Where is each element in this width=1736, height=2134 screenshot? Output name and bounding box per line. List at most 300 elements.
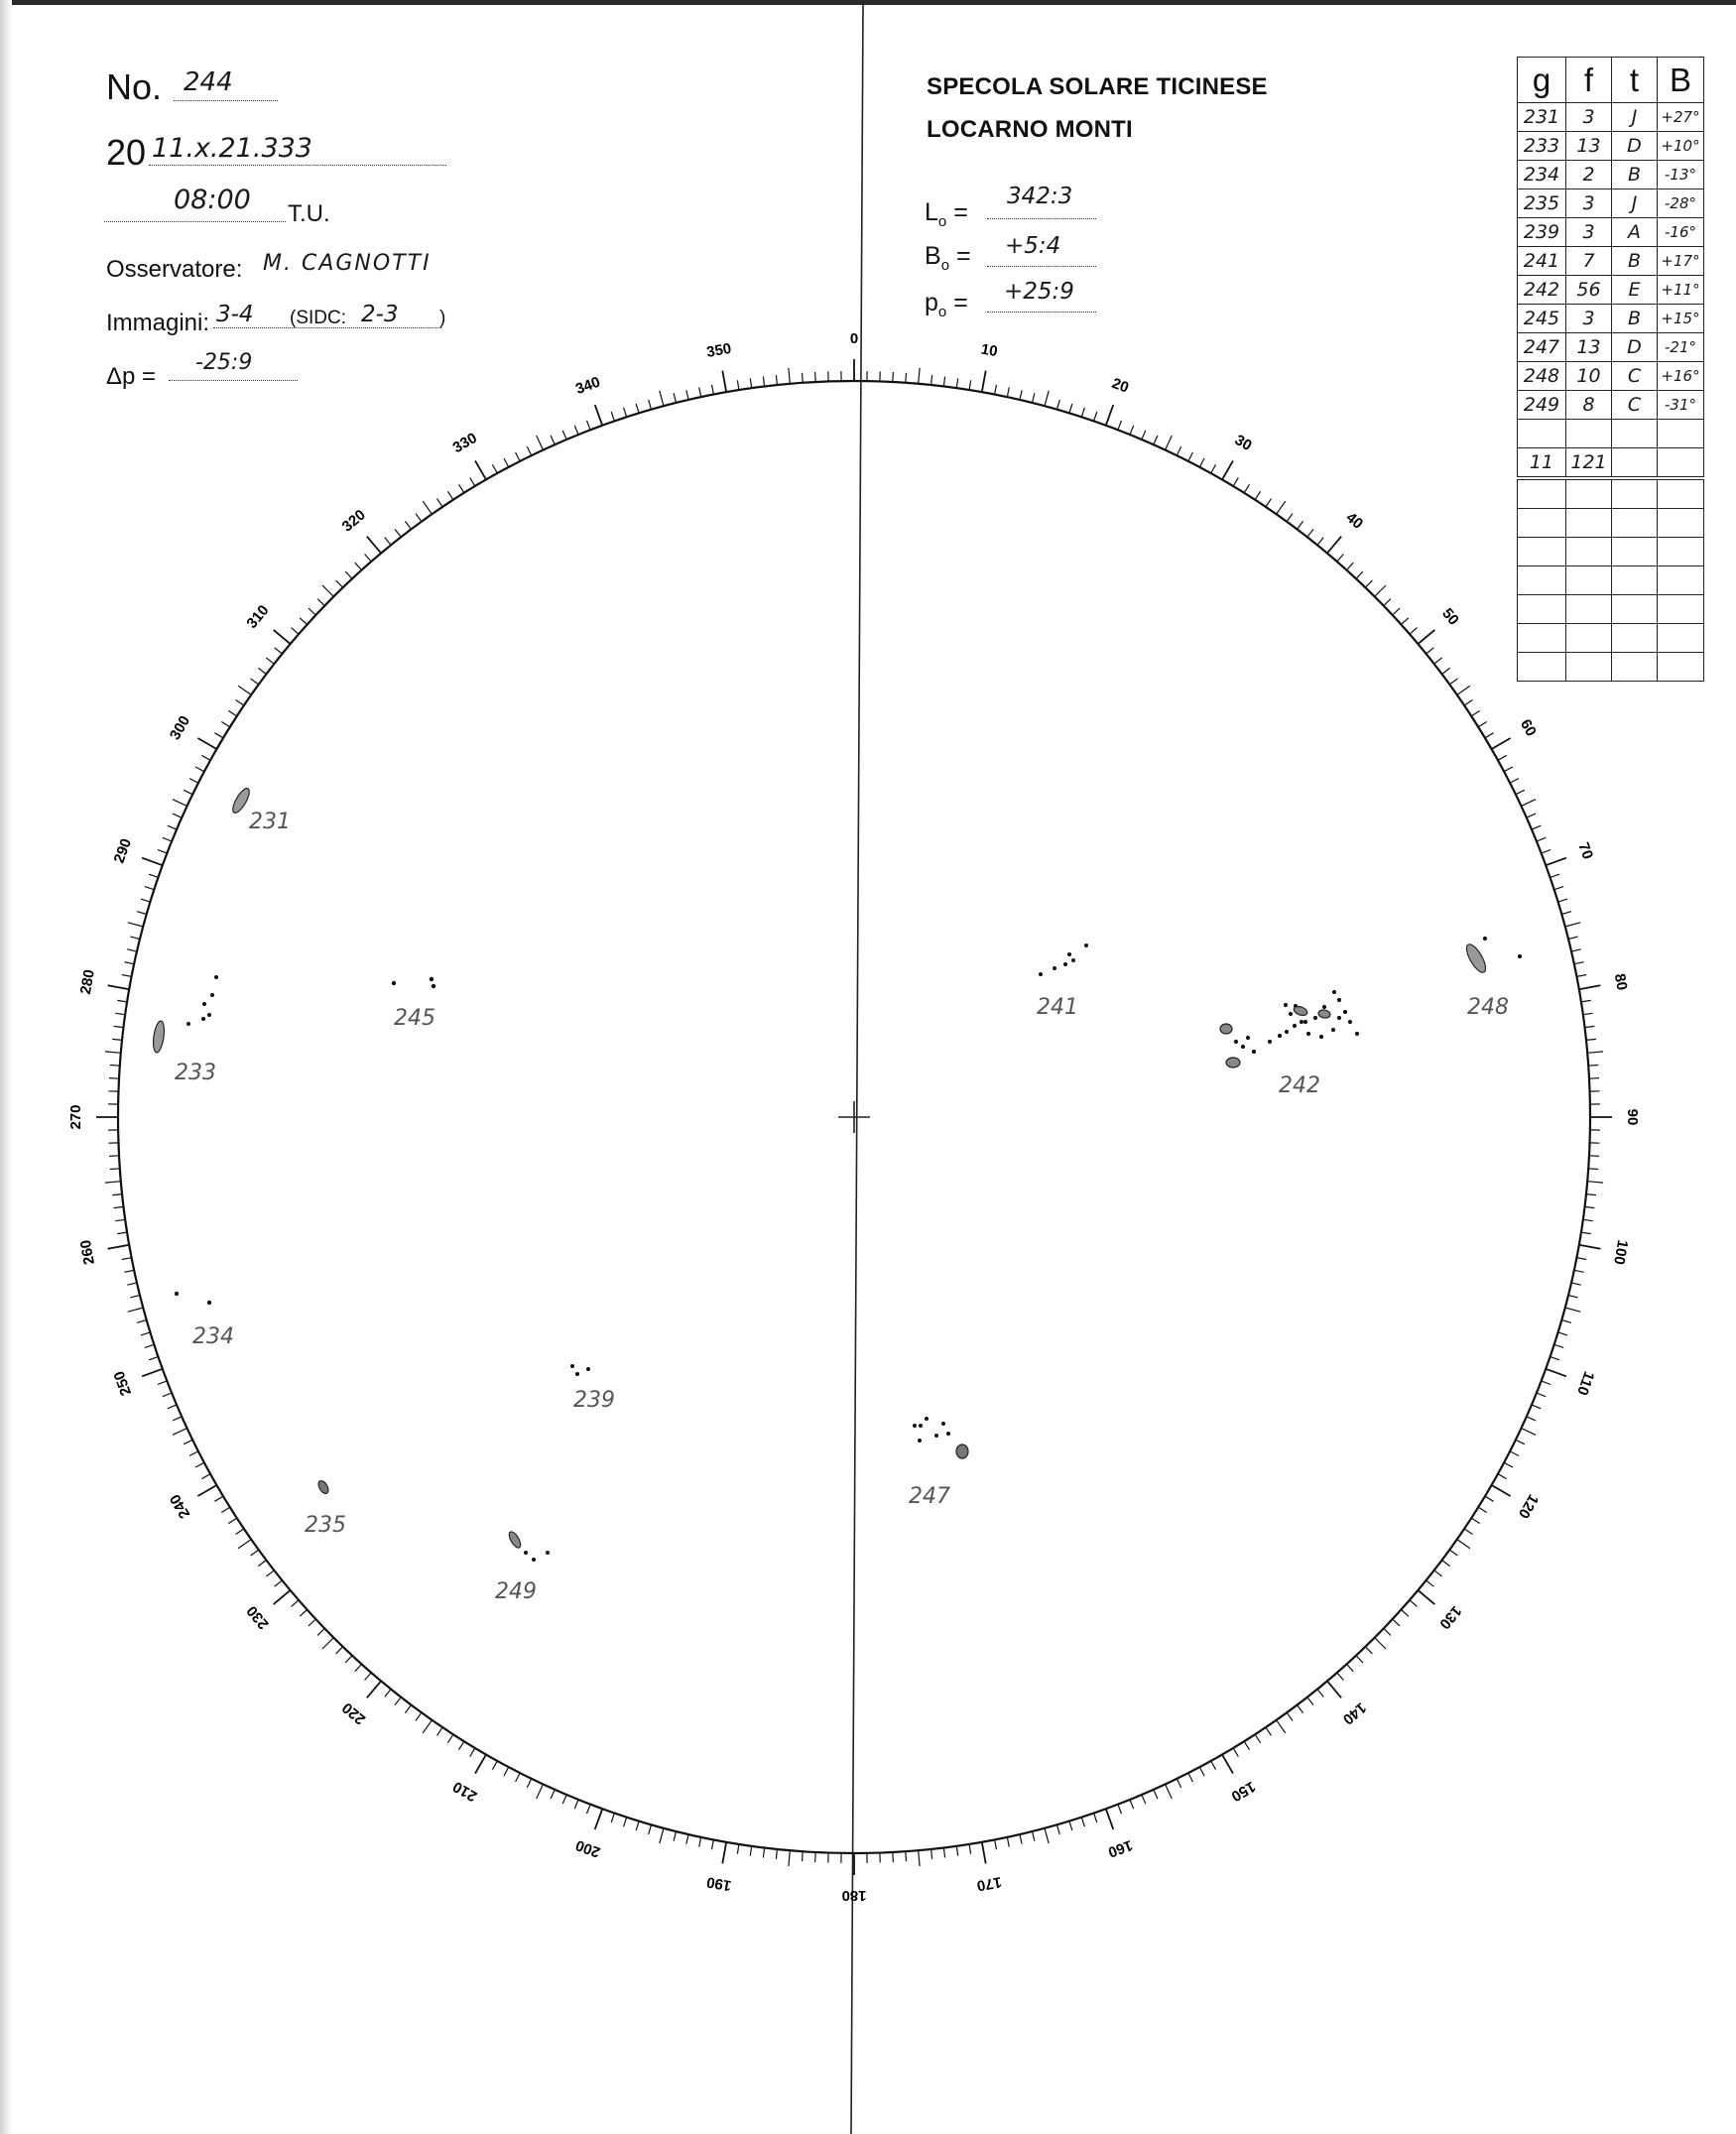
scale-tick (214, 733, 223, 738)
scale-label: 190 (705, 1873, 733, 1895)
cell-group: 245 (1518, 305, 1566, 333)
scale-tick (1327, 537, 1341, 554)
scale-tick (1542, 850, 1550, 854)
scale-label: 110 (1573, 1369, 1598, 1398)
group-label: 239 (573, 1388, 615, 1413)
scale-tick (158, 1381, 167, 1385)
scale-tick (636, 404, 639, 414)
cell-latitude: -13° (1658, 161, 1704, 189)
scale-tick (195, 1462, 204, 1467)
cell-latitude: -16° (1658, 218, 1704, 247)
total-spots: 121 (1566, 448, 1612, 479)
scale-tick (1384, 599, 1391, 606)
scale-tick (1287, 514, 1293, 522)
scale-tick (1045, 391, 1049, 407)
scale-tick (1199, 1767, 1204, 1776)
scale-tick (1583, 1013, 1593, 1014)
sunspot-dot (1306, 1032, 1310, 1036)
scale-tick (1142, 431, 1146, 439)
sunspot-dot (207, 1301, 211, 1305)
cell-type: C (1612, 391, 1658, 420)
scale-tick (1307, 1697, 1313, 1705)
scale-tick (163, 837, 172, 841)
scale-tick (1188, 452, 1193, 461)
cell-spots: 8 (1566, 391, 1612, 420)
sunspot-dot (925, 1417, 929, 1421)
scale-tick (995, 385, 997, 395)
sunspot-drawings (152, 786, 1522, 1562)
scale-tick (1317, 1690, 1323, 1697)
sunspot-dot (1278, 1034, 1282, 1038)
scale-tick (893, 1852, 894, 1862)
scale-tick (699, 387, 701, 397)
sunspot-dot (1268, 1040, 1272, 1044)
scale-tick (137, 1320, 147, 1323)
param-l0-value: 342:3 (1007, 184, 1073, 209)
scale-tick (336, 580, 343, 587)
cell-latitude: -21° (1658, 333, 1704, 362)
scale-label: 330 (449, 429, 480, 457)
scale-tick (1532, 1405, 1541, 1409)
sunspot-dot (210, 993, 214, 997)
scale-tick (1317, 538, 1323, 546)
scale-tick (168, 1405, 177, 1409)
scale-label: 130 (1435, 1602, 1465, 1633)
scale-label: 0 (849, 329, 859, 347)
scale-tick (1522, 1429, 1537, 1436)
scale-tick (982, 1842, 986, 1864)
scale-tick (1375, 1638, 1386, 1649)
scale-tick (423, 501, 432, 514)
sunspot-dot (1303, 1020, 1307, 1024)
scale-tick (142, 858, 163, 866)
scale-tick (112, 1039, 122, 1040)
cell-spots: 10 (1566, 362, 1612, 391)
scale-tick (1118, 421, 1122, 430)
scale-tick (236, 1529, 244, 1535)
scale-tick (574, 1800, 578, 1809)
scale-tick (1516, 1440, 1525, 1444)
sunspot-dot (1332, 990, 1336, 994)
param-l0-label: $L_o$ = (925, 198, 968, 230)
scale-tick (117, 1232, 127, 1234)
scale-tick (367, 1681, 381, 1697)
scale-label: 300 (166, 712, 194, 743)
scale-tick (416, 1712, 422, 1720)
observer-label: Osservatore: (106, 256, 243, 283)
sunspot-dot (1039, 972, 1043, 976)
scale-tick (1574, 962, 1584, 964)
scale-label: 160 (1105, 1835, 1135, 1861)
scale-tick (1418, 1590, 1434, 1604)
cell-spots: 7 (1566, 247, 1612, 276)
sunspot-dot (1246, 1036, 1250, 1040)
scale-tick (258, 668, 266, 674)
scale-tick (537, 436, 544, 450)
scale-tick (105, 1052, 121, 1053)
scale-tick (1576, 975, 1586, 977)
scale-tick (1307, 529, 1313, 537)
scale-tick (587, 1805, 591, 1814)
sunspot-dot (913, 1424, 917, 1428)
scale-tick (130, 937, 140, 939)
sunspot-dot (1234, 1040, 1238, 1044)
scale-tick (292, 628, 300, 635)
scale-tick (1401, 1610, 1408, 1617)
sunspot-dot (1241, 1045, 1245, 1049)
sunspot-dot (1293, 1024, 1297, 1028)
scale-tick (1418, 630, 1434, 644)
scale-tick (158, 850, 167, 854)
sunspot-dot (1289, 1012, 1293, 1016)
scale-tick (1504, 1462, 1513, 1467)
scale-tick (1287, 1712, 1293, 1720)
sidc-close: ) (439, 308, 446, 328)
cell-latitude: -31° (1658, 391, 1704, 420)
scale-tick (447, 491, 453, 499)
scale-label: 70 (1574, 839, 1597, 862)
group-242-leading (1220, 1024, 1232, 1034)
scale-tick (470, 477, 475, 486)
scale-tick (1442, 1561, 1450, 1567)
cell-spots: 3 (1566, 305, 1612, 333)
sunspot-dot (186, 1022, 190, 1026)
scale-tick (931, 1849, 932, 1859)
scale-tick (1277, 1720, 1286, 1733)
scale-tick (1266, 499, 1272, 507)
scale-tick (636, 1821, 639, 1831)
param-p0-label: $p_o$ = (925, 289, 968, 320)
cell-latitude: +10° (1658, 132, 1704, 161)
scale-label: 200 (573, 1835, 603, 1861)
scale-tick (1118, 1805, 1122, 1814)
scale-tick (1504, 767, 1513, 772)
observer-value: M. CAGNOTTI (263, 251, 432, 276)
scale-tick (184, 1440, 192, 1444)
date-value: 11.x.21.333 (152, 133, 312, 164)
time-unit: T.U. (288, 200, 330, 227)
scale-tick (956, 378, 957, 388)
scale-tick (189, 779, 198, 784)
sunspot-dot (207, 1013, 211, 1017)
cell-group: 248 (1518, 362, 1566, 391)
scale-tick (587, 421, 591, 430)
scale-label: 50 (1438, 604, 1462, 629)
scale-tick (1033, 1831, 1035, 1841)
scale-tick (1510, 779, 1519, 784)
cell-latitude: +17° (1658, 247, 1704, 276)
sunspot-dot (1284, 1003, 1288, 1007)
sunspot-group-labels (175, 810, 1509, 1604)
scale-tick (1266, 1727, 1272, 1735)
scale-tick (1442, 668, 1450, 674)
cell-latitude: +16° (1658, 362, 1704, 391)
scale-tick (1485, 1496, 1494, 1501)
scale-tick (1384, 1628, 1391, 1635)
scale-label: 350 (705, 339, 733, 361)
scale-tick (251, 679, 259, 685)
scale-tick (447, 1734, 453, 1742)
scale-tick (109, 1078, 119, 1079)
scale-tick (1449, 1550, 1457, 1556)
observatory-name: SPECOLA SOLARE TICINESE (927, 73, 1268, 100)
cell-spots: 3 (1566, 218, 1612, 247)
sunspot-dot (546, 1551, 550, 1555)
scale-tick (574, 426, 578, 435)
scale-tick (274, 630, 291, 644)
scale-tick (317, 599, 324, 606)
scale-tick (1588, 1066, 1598, 1067)
scale-tick (336, 1647, 343, 1654)
scale-tick (1464, 1529, 1472, 1535)
sunspot-dot (1343, 1010, 1347, 1014)
scale-tick (1069, 404, 1072, 414)
scale-tick (1375, 585, 1386, 596)
scale-tick (145, 887, 155, 890)
scale-tick (1365, 580, 1372, 587)
scale-label: 90 (1624, 1108, 1642, 1126)
sunspot-dot (1483, 937, 1487, 941)
scale-tick (776, 1849, 777, 1859)
scale-tick (595, 405, 603, 426)
scale-tick (906, 1851, 907, 1861)
scale-tick (750, 378, 751, 388)
scale-tick (551, 1790, 555, 1799)
scale-tick (906, 373, 907, 383)
scale-tick (163, 1393, 172, 1397)
date-prefix: 20 (106, 132, 147, 173)
time-value: 08:00 (174, 185, 251, 215)
sunspot-dot (524, 1551, 528, 1555)
scale-tick (221, 722, 229, 727)
scale-tick (1020, 1834, 1022, 1844)
group-233-spot (152, 1020, 166, 1053)
sunspot-dot (586, 1367, 590, 1371)
scale-tick (1007, 1837, 1009, 1847)
scale-tick (1177, 446, 1180, 455)
number-value: 244 (184, 67, 233, 97)
scale-tick (345, 571, 352, 578)
cell-latitude: +27° (1658, 103, 1704, 132)
scale-label: 100 (1610, 1238, 1632, 1266)
scale-tick (114, 1026, 124, 1027)
scale-tick (674, 1831, 676, 1841)
scale-tick (437, 1727, 443, 1735)
group-235-spot (316, 1479, 330, 1495)
images-value: 3-4 (216, 302, 254, 327)
scale-label: 40 (1342, 509, 1367, 533)
cell-type: B (1612, 305, 1658, 333)
scale-tick (1020, 390, 1022, 400)
scale-tick (1498, 1474, 1507, 1479)
scale-tick (1478, 1507, 1486, 1512)
scale-tick (1222, 460, 1233, 479)
disk-axes (838, 5, 870, 2134)
scale-tick (266, 1570, 274, 1576)
sunspot-dot (1313, 1016, 1317, 1020)
scale-tick (1527, 1417, 1536, 1421)
sunspot-dot (1348, 1020, 1352, 1024)
scale-tick (1565, 923, 1581, 927)
scale-tick (385, 1690, 391, 1697)
scale-tick (1337, 555, 1344, 563)
sunspot-dot (532, 1558, 536, 1562)
scale-tick (365, 1673, 372, 1681)
scale-tick (395, 529, 401, 537)
scale-tick (1568, 1296, 1578, 1298)
scale-tick (504, 1767, 509, 1776)
cell-type: E (1612, 276, 1658, 305)
scale-tick (127, 949, 137, 951)
scale-tick (355, 1664, 362, 1671)
sunspot-dot (934, 1434, 938, 1438)
scale-label: 340 (573, 373, 603, 399)
scale-tick (815, 372, 816, 382)
scale-tick (149, 874, 158, 877)
scale-tick (108, 985, 130, 989)
scale-label: 270 (66, 1104, 84, 1130)
scale-tick (1057, 400, 1060, 410)
scale-tick (1188, 1773, 1193, 1782)
scale-tick (649, 1824, 652, 1834)
scale-label: 30 (1231, 432, 1255, 455)
cell-group: 249 (1518, 391, 1566, 420)
sunspot-dot (1322, 1005, 1326, 1009)
scale-tick (1537, 837, 1546, 841)
sunspot-dot (575, 1372, 579, 1376)
scale-tick (750, 1846, 751, 1856)
scale-tick (1130, 1800, 1134, 1809)
sunspot-dot (1337, 998, 1341, 1002)
scale-tick (1211, 1761, 1216, 1770)
scale-tick (365, 555, 372, 563)
scale-tick (1177, 1779, 1180, 1788)
scale-tick (1211, 464, 1216, 473)
cell-group: 239 (1518, 218, 1566, 247)
scale-tick (1485, 733, 1494, 738)
scale-tick (110, 1066, 120, 1067)
scale-tick (149, 1357, 158, 1360)
scale-tick (1498, 755, 1507, 760)
scale-tick (1510, 1451, 1519, 1456)
sunspot-dot (1053, 966, 1056, 970)
sunspot-dot (202, 1002, 206, 1006)
scale-tick (1585, 1026, 1595, 1027)
sunspot-dot (392, 981, 396, 985)
scale-tick (385, 538, 391, 546)
cell-group: 235 (1518, 189, 1566, 218)
scale-tick (122, 975, 132, 977)
group-248-spot (1463, 941, 1489, 975)
sunspot-dot (946, 1432, 950, 1436)
scale-tick (595, 1809, 603, 1829)
scale-tick (105, 1182, 121, 1183)
group-label: 234 (192, 1324, 234, 1349)
scale-tick (1561, 912, 1571, 915)
scale-tick (686, 1834, 688, 1844)
scale-tick (686, 390, 688, 400)
scale-tick (551, 436, 555, 444)
cell-type: D (1612, 333, 1658, 362)
scale-tick (1589, 1078, 1599, 1079)
scale-tick (1527, 814, 1536, 817)
scale-tick (1550, 1357, 1559, 1360)
cell-type: B (1612, 161, 1658, 189)
scale-tick (943, 377, 944, 387)
scale-tick (537, 1785, 544, 1800)
sunspot-dot (1331, 1028, 1335, 1032)
scale-tick (322, 1638, 333, 1649)
sunspot-dot (1518, 954, 1522, 958)
scale-tick (1554, 887, 1564, 890)
scale-tick (492, 464, 497, 473)
scale-tick (763, 377, 764, 387)
cell-spots: 3 (1566, 103, 1612, 132)
cell-group: 241 (1518, 247, 1566, 276)
scale-label: 80 (1610, 972, 1631, 992)
cell-type: J (1612, 103, 1658, 132)
cell-type: J (1612, 189, 1658, 218)
scale-tick (1434, 1570, 1442, 1576)
scale-tick (416, 514, 422, 522)
scale-tick (114, 1206, 124, 1207)
group-249-spot (507, 1530, 523, 1550)
sunspot-dot (1252, 1050, 1256, 1054)
scale-tick (1154, 436, 1158, 444)
scale-tick (1588, 1169, 1598, 1170)
scale-tick (137, 912, 147, 915)
scale-tick (1255, 1734, 1261, 1742)
scale-label: 170 (975, 1873, 1003, 1895)
central-meridian-line (851, 5, 863, 2134)
group-label: 233 (175, 1061, 216, 1085)
scale-tick (624, 408, 627, 418)
scale-tick (274, 1590, 291, 1604)
scale-label: 280 (76, 968, 98, 996)
scale-tick (108, 1245, 130, 1249)
scale-tick (459, 484, 464, 492)
sunspot-dot (1285, 1030, 1289, 1034)
scale-tick (1410, 628, 1418, 635)
scale-tick (266, 658, 274, 664)
scale-tick (611, 412, 614, 421)
sunspot-dot (1063, 962, 1067, 966)
group-247-spot (956, 1444, 968, 1458)
scale-tick (1033, 393, 1035, 403)
cell-spots: 3 (1566, 189, 1612, 218)
scale-tick (275, 1580, 283, 1586)
cell-type: C (1612, 362, 1658, 391)
scale-tick (492, 1761, 497, 1770)
header-t: t (1612, 58, 1658, 103)
scale-tick (345, 1656, 352, 1663)
scale-tick (300, 1610, 307, 1617)
scale-tick (919, 368, 920, 384)
scale-tick (130, 1296, 140, 1298)
scale-tick (1401, 618, 1408, 625)
scale-tick (1337, 1673, 1344, 1681)
scale-label: 120 (1514, 1491, 1543, 1522)
scale-tick (1356, 1656, 1363, 1663)
scale-tick (367, 537, 381, 554)
scale-tick (1571, 1283, 1581, 1285)
scale-tick (292, 1600, 300, 1607)
scale-tick (1457, 1540, 1470, 1549)
scale-tick (1449, 679, 1457, 685)
scale-tick (1568, 937, 1578, 939)
scale-tick (214, 1496, 223, 1501)
scale-tick (1581, 1232, 1591, 1234)
